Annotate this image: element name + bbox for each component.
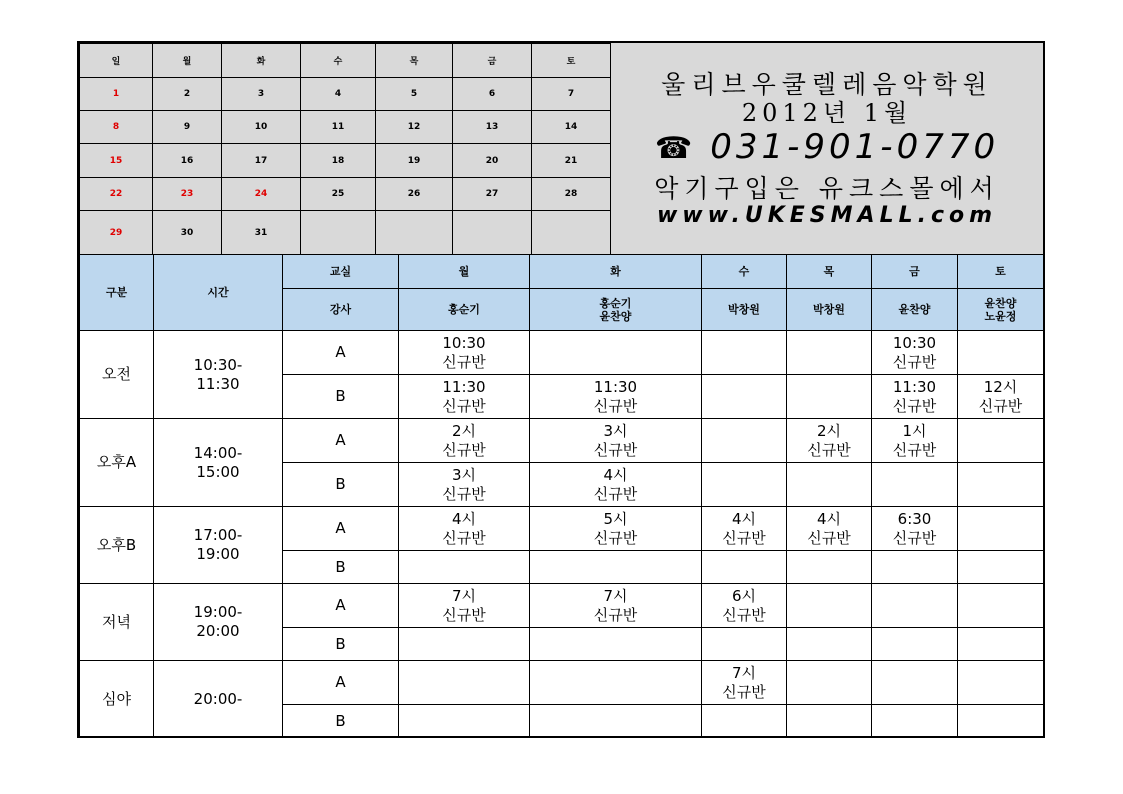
day-header: 수: [702, 255, 787, 289]
calendar-weekday-header: 일: [80, 44, 153, 78]
session-name: 저녁: [80, 584, 154, 661]
calendar-day: 14: [532, 111, 611, 144]
calendar-day: 8: [80, 111, 153, 144]
calendar-day: 30: [153, 211, 222, 255]
table-row: [80, 331, 1044, 375]
class-slot: [787, 661, 872, 705]
cell-line: 신규반: [722, 682, 766, 701]
class-slot: [399, 584, 530, 628]
cell-line: 박창원: [813, 303, 845, 316]
session-time: [154, 661, 283, 738]
cell-line: 5시: [603, 509, 628, 528]
cell-line: 4시: [603, 465, 628, 484]
class-slot: [787, 463, 872, 507]
calendar-weekday-header: 금: [453, 44, 532, 78]
class-slot: [702, 507, 787, 551]
class-slot: [530, 463, 702, 507]
calendar-day: 23: [153, 178, 222, 211]
cell-line: 11:30: [892, 377, 937, 396]
day-header: 토: [958, 255, 1044, 289]
class-slot: [530, 419, 702, 463]
class-slot: [787, 331, 872, 375]
calendar-day: 11: [301, 111, 376, 144]
class-slot: [872, 375, 958, 419]
calendar-day: 9: [153, 111, 222, 144]
calendar-day: 25: [301, 178, 376, 211]
calendar-day: 3: [222, 78, 301, 111]
classroom-label: A: [283, 419, 399, 463]
cell-line: 신규반: [593, 484, 638, 503]
calendar-day: 16: [153, 144, 222, 178]
phone-line: [611, 127, 1043, 167]
calendar-weekday-header: 화: [222, 44, 301, 78]
cell-line: 신규반: [593, 528, 638, 547]
cell-line: 4시: [451, 509, 477, 528]
session-name: 오후A: [80, 419, 154, 507]
class-slot: [958, 661, 1044, 705]
day-header: 목: [787, 255, 872, 289]
class-slot: [872, 628, 958, 661]
class-slot: [702, 661, 787, 705]
cell-line: 3시: [451, 465, 477, 484]
session-time: [154, 584, 283, 661]
calendar-weekday-header: 목: [376, 44, 453, 78]
cell-line: 15:00: [196, 462, 240, 481]
day-header: 금: [872, 255, 958, 289]
cell-line: 11:30: [442, 377, 486, 396]
academy-name: 울리브우쿨렐레음악학원: [661, 70, 993, 99]
cell-line: 10:30-: [193, 355, 243, 374]
cell-line: 1시: [902, 421, 927, 440]
cell-line: 3시: [603, 421, 628, 440]
class-slot: [702, 419, 787, 463]
cell-line: 신규반: [722, 528, 766, 547]
cell-line: 4시: [816, 509, 842, 528]
cell-line: 12시: [983, 377, 1018, 396]
cell-line: 신규반: [892, 352, 937, 371]
table-row: [80, 661, 1044, 705]
calendar-day: 20: [453, 144, 532, 178]
calendar-day: 19: [376, 144, 453, 178]
cell-line: 6:30: [897, 509, 932, 528]
calendar-day: 21: [532, 144, 611, 178]
calendar-day: [376, 211, 453, 255]
cell-line: 20:00-: [193, 689, 243, 708]
cell-line: 홍순기: [599, 296, 632, 310]
day-header: 화: [530, 255, 702, 289]
class-slot: [958, 331, 1044, 375]
calendar-day: 2: [153, 78, 222, 111]
calendar-day: 28: [532, 178, 611, 211]
calendar-day: 27: [453, 178, 532, 211]
calendar-day: 13: [453, 111, 532, 144]
class-slot: [872, 584, 958, 628]
class-slot: [872, 661, 958, 705]
website: www.UKESMALL.com: [656, 203, 998, 228]
calendar-day: 18: [301, 144, 376, 178]
calendar-day: 5: [376, 78, 453, 111]
class-slot: [399, 375, 530, 419]
class-slot: [399, 331, 530, 375]
cell-line: 11:30: [196, 374, 240, 393]
session-time: [154, 419, 283, 507]
class-slot: [872, 419, 958, 463]
cell-line: 윤찬양: [898, 303, 931, 316]
calendar: [79, 43, 611, 255]
table-row: [80, 584, 1044, 628]
table-row: [80, 419, 1044, 463]
classroom-label: B: [283, 463, 399, 507]
calendar-weekday-header: 토: [532, 44, 611, 78]
class-slot: [958, 705, 1044, 738]
cell-line: 신규반: [807, 440, 851, 459]
class-slot: [872, 331, 958, 375]
class-slot: [958, 463, 1044, 507]
cell-line: 신규반: [442, 396, 486, 415]
calendar-weekday-header: 월: [153, 44, 222, 78]
calendar-day: 22: [80, 178, 153, 211]
class-slot: [399, 419, 530, 463]
classroom-label: B: [283, 628, 399, 661]
cell-line: 노윤정: [984, 309, 1017, 323]
calendar-day: 1: [80, 78, 153, 111]
calendar-day: 4: [301, 78, 376, 111]
classroom-label: B: [283, 705, 399, 738]
class-slot: [958, 419, 1044, 463]
cell-line: 2시: [451, 421, 477, 440]
class-slot: [702, 584, 787, 628]
cell-line: 신규반: [442, 352, 486, 371]
promo-text: 악기구입은 유크스몰에서: [654, 174, 1000, 203]
calendar-day: 24: [222, 178, 301, 211]
class-slot: [872, 705, 958, 738]
teacher-name: [958, 289, 1044, 331]
class-slot: [787, 584, 872, 628]
cell-line: 신규반: [892, 396, 937, 415]
class-slot: [872, 551, 958, 584]
calendar-day: 10: [222, 111, 301, 144]
cell-line: 17:00-: [193, 526, 243, 544]
calendar-day: 31: [222, 211, 301, 255]
cell-line: 10:30: [892, 333, 937, 352]
cell-line: 6시: [731, 586, 757, 605]
class-slot: [702, 331, 787, 375]
class-slot: [787, 705, 872, 738]
class-slot: [399, 705, 530, 738]
cell-line: 신규반: [722, 605, 766, 624]
session-name: 오후B: [80, 507, 154, 584]
calendar-day: 6: [453, 78, 532, 111]
cell-line: 7시: [603, 586, 628, 605]
cell-line: 홍순기: [448, 303, 480, 316]
session-name: 오전: [80, 331, 154, 419]
cell-line: 윤찬양: [984, 296, 1017, 310]
schedule-table: [79, 254, 1044, 738]
cell-line: 신규반: [442, 484, 486, 503]
phone-number: 031-901-0770: [710, 127, 1000, 167]
class-slot: [530, 705, 702, 738]
category-header: 구분: [80, 255, 154, 331]
table-row: [80, 507, 1044, 551]
cell-line: 20:00: [196, 622, 240, 640]
cell-line: 신규반: [892, 440, 937, 459]
class-slot: [530, 375, 702, 419]
class-slot: [958, 551, 1044, 584]
academy-info: [610, 43, 1043, 254]
session-time: [154, 331, 283, 419]
calendar-day: 17: [222, 144, 301, 178]
class-slot: [872, 463, 958, 507]
classroom-label: A: [283, 331, 399, 375]
cell-line: 7시: [731, 663, 757, 682]
cell-line: 11:30: [593, 377, 638, 396]
class-slot: [787, 551, 872, 584]
cell-line: 신규반: [807, 528, 851, 547]
cell-line: 4시: [731, 509, 757, 528]
class-slot: [530, 331, 702, 375]
class-slot: [787, 628, 872, 661]
class-slot: [787, 375, 872, 419]
cell-line: 윤찬양: [599, 309, 632, 323]
classroom-header: 교실: [283, 255, 399, 289]
class-slot: [530, 507, 702, 551]
class-slot: [530, 584, 702, 628]
class-slot: [958, 628, 1044, 661]
class-slot: [702, 375, 787, 419]
session-time: [154, 507, 283, 584]
year-month: 2012년 1월: [741, 99, 913, 127]
class-slot: [958, 584, 1044, 628]
teacher-name: [872, 289, 958, 331]
cell-line: 신규반: [442, 605, 486, 624]
teacher-name: [530, 289, 702, 331]
cell-line: 신규반: [442, 440, 486, 459]
class-slot: [702, 705, 787, 738]
class-slot: [530, 628, 702, 661]
calendar-day: 7: [532, 78, 611, 111]
classroom-label: A: [283, 507, 399, 551]
calendar-day: [532, 211, 611, 255]
cell-line: 14:00-: [193, 443, 243, 462]
classroom-label: B: [283, 551, 399, 584]
class-slot: [399, 551, 530, 584]
calendar-day: 29: [80, 211, 153, 255]
cell-line: 신규반: [593, 605, 638, 624]
teacher-name: [702, 289, 787, 331]
cell-line: 7시: [451, 586, 477, 605]
class-slot: [872, 507, 958, 551]
classroom-label: A: [283, 661, 399, 705]
calendar-day: 26: [376, 178, 453, 211]
classroom-label: A: [283, 584, 399, 628]
calendar-day: [301, 211, 376, 255]
teacher-name: [787, 289, 872, 331]
cell-line: 19:00-: [193, 603, 243, 621]
class-slot: [958, 507, 1044, 551]
class-slot: [702, 463, 787, 507]
classroom-label: B: [283, 375, 399, 419]
calendar-weekday-header: 수: [301, 44, 376, 78]
class-slot: [702, 551, 787, 584]
class-slot: [787, 507, 872, 551]
teacher-name: [399, 289, 530, 331]
class-slot: [399, 628, 530, 661]
class-slot: [702, 628, 787, 661]
cell-line: 19:00: [196, 545, 240, 563]
cell-line: 신규반: [892, 528, 937, 547]
session-name: 심야: [80, 661, 154, 738]
cell-line: 신규반: [593, 396, 638, 415]
class-slot: [530, 551, 702, 584]
day-header: 월: [399, 255, 530, 289]
cell-line: 신규반: [593, 440, 638, 459]
time-header: 시간: [154, 255, 283, 331]
class-slot: [399, 661, 530, 705]
calendar-day: [453, 211, 532, 255]
header-area: [79, 43, 1043, 254]
cell-line: 신규반: [978, 396, 1023, 415]
calendar-day: 15: [80, 144, 153, 178]
calendar-day: 12: [376, 111, 453, 144]
teacher-header: 강사: [283, 289, 399, 331]
timetable-sheet: [77, 41, 1045, 738]
cell-line: 2시: [816, 421, 842, 440]
class-slot: [399, 507, 530, 551]
class-slot: [958, 375, 1044, 419]
class-slot: [787, 419, 872, 463]
phone-icon: ☎: [654, 131, 697, 166]
cell-line: 10:30: [442, 333, 486, 352]
class-slot: [530, 661, 702, 705]
cell-line: 신규반: [442, 528, 486, 547]
class-slot: [399, 463, 530, 507]
cell-line: 박창원: [728, 303, 760, 316]
